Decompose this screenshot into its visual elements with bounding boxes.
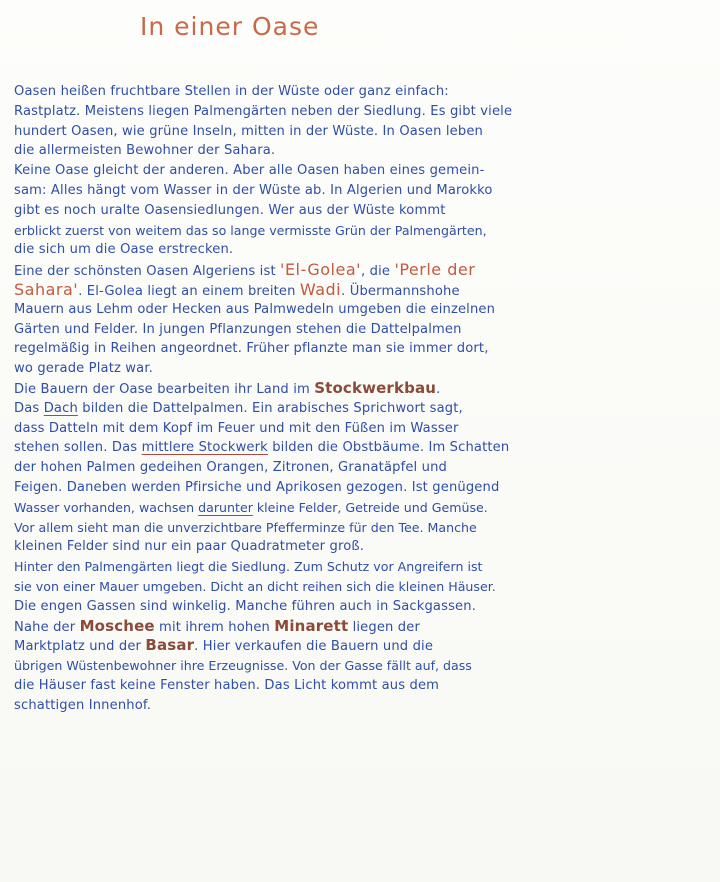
- text-line: [14, 339, 714, 359]
- highlighted-word: Stockwerkbau: [314, 378, 437, 397]
- text-line: [14, 141, 714, 161]
- highlighted-word: darunter: [198, 499, 253, 515]
- text-segment: sam: Alles hängt vom Wasser in der Wüste ab. In Algerien und Marokko: [14, 182, 493, 198]
- text-line: [14, 537, 714, 557]
- text-segment: bilden die Dattelpalmen. Ein arabisches Sprichwort sagt,: [77, 400, 463, 416]
- text-segment: Eine der schönsten Oasen Algeriens ist: [14, 264, 281, 280]
- highlighted-word: Minarett: [274, 616, 349, 635]
- highlighted-word: Dach: [43, 400, 78, 416]
- highlighted-word: Basar: [145, 636, 195, 655]
- text-line: [14, 597, 714, 617]
- text-line: [14, 518, 714, 538]
- text-segment: der hohen Palmen gedeihen Orangen, Zitronen, Granatäpfel und: [14, 460, 448, 476]
- text-segment: Marktplatz und der: [14, 639, 146, 655]
- text-segment: kleinen Felder sind nur ein paar Quadratmeter groß.: [14, 539, 365, 555]
- text-segment: übrigen Wüstenbewohner ihre Erzeugnisse. Von der Gasse fällt auf, dass: [14, 658, 472, 674]
- text-line: [14, 300, 714, 320]
- text-line: [14, 696, 714, 716]
- text-line: [14, 458, 714, 478]
- text-segment: Die Bauern der Oase bearbeiten ihr Land im: [14, 381, 315, 397]
- text-segment: hundert Oasen, wie grüne Inseln, mitten in der Wüste. In Oasen leben: [14, 123, 483, 139]
- text-line: [14, 676, 714, 696]
- text-line: [14, 577, 714, 597]
- text-line: [14, 399, 714, 419]
- text-line: [14, 280, 714, 300]
- text-line: [14, 102, 714, 122]
- text-segment: Hinter den Palmengärten liegt die Siedlung. Zum Schutz vor Angreifern ist: [14, 559, 483, 575]
- text-segment: , die: [361, 264, 395, 280]
- text-line: [14, 181, 714, 201]
- text-segment: kleine Felder, Getreide und Gemüse.: [252, 499, 488, 515]
- text-line: [14, 478, 714, 498]
- text-segment: gibt es noch uralte Oasensiedlungen. Wer aus der Wüste kommt: [14, 202, 446, 218]
- text-line: [14, 221, 714, 241]
- text-segment: Das: [14, 400, 44, 416]
- text-line: [14, 359, 714, 379]
- text-line: [14, 617, 714, 637]
- page-title: In einer Oase: [140, 12, 320, 41]
- text-line: [14, 557, 714, 577]
- text-segment: Die engen Gassen sind winkelig. Manche führen auch in Sackgassen.: [14, 598, 477, 614]
- text-segment: wo gerade Platz war.: [14, 361, 153, 377]
- handwritten-text-body: [14, 82, 714, 716]
- text-segment: Nahe der: [14, 619, 80, 635]
- text-line: [14, 438, 714, 458]
- text-segment: die allermeisten Bewohner der Sahara.: [14, 143, 276, 159]
- text-line: [14, 419, 714, 439]
- text-line: [14, 201, 714, 221]
- text-line: [14, 656, 714, 676]
- text-segment: Mauern aus Lehm oder Hecken aus Palmwedeln umgeben die einzelnen: [14, 301, 496, 317]
- text-segment: .: [436, 381, 441, 397]
- text-segment: mit ihrem hohen: [154, 619, 275, 635]
- highlighted-word: Wadi: [299, 279, 342, 299]
- text-segment: . Hier verkaufen die Bauern und die: [194, 639, 434, 655]
- text-segment: Vor allem sieht man die unverzichtbare Pfefferminze für den Tee. Manche: [14, 519, 477, 535]
- text-segment: bilden die Obstbäume. Im Schatten: [267, 440, 510, 456]
- text-segment: dass Datteln mit dem Kopf im Feuer und mit den Füßen im Wasser: [14, 420, 459, 436]
- text-line: [14, 636, 714, 656]
- text-line: [14, 82, 714, 102]
- text-segment: Keine Oase gleicht der anderen. Aber alle Oasen haben eines gemein-: [14, 163, 485, 179]
- highlighted-word: mittlere Stockwerk: [141, 440, 268, 456]
- text-segment: sie von einer Mauer umgeben. Dicht an dicht reihen sich die kleinen Häuser.: [14, 578, 496, 594]
- text-line: [14, 122, 714, 142]
- text-segment: . El-Golea liegt an einem breiten: [78, 283, 300, 299]
- text-segment: Wasser vorhanden, wachsen: [14, 499, 199, 515]
- text-segment: Gärten und Felder. In jungen Pflanzungen stehen die Dattelpalmen: [14, 321, 462, 337]
- text-line: [14, 320, 714, 340]
- highlighted-word: 'Perle der: [394, 260, 476, 280]
- text-segment: Oasen heißen fruchtbare Stellen in der Wüste oder ganz einfach:: [14, 84, 449, 99]
- text-segment: Rastplatz. Meistens liegen Palmengärten neben der Siedlung. Es gibt viele: [14, 103, 513, 119]
- highlighted-word: Moschee: [79, 616, 155, 635]
- text-segment: liegen der: [348, 619, 420, 635]
- text-segment: . Übermannshohe: [341, 283, 460, 299]
- text-segment: regelmäßig in Reihen angeordnet. Früher pflanzte man sie immer dort,: [14, 341, 489, 357]
- text-line: [14, 379, 714, 399]
- highlighted-word: 'El-Golea': [280, 260, 362, 280]
- text-line: [14, 161, 714, 181]
- text-line: [14, 498, 714, 518]
- text-segment: die sich um die Oase erstrecken.: [14, 242, 234, 258]
- text-segment: Feigen. Daneben werden Pfirsiche und Aprikosen gezogen. Ist genügend: [14, 479, 500, 495]
- text-segment: schattigen Innenhof.: [14, 697, 152, 713]
- text-line: [14, 260, 714, 280]
- text-segment: stehen sollen. Das: [14, 440, 142, 456]
- text-line: [14, 240, 714, 260]
- highlighted-word: Sahara': [14, 279, 79, 299]
- text-segment: erblickt zuerst von weitem das so lange vermisste Grün der Palmengärten,: [14, 222, 487, 238]
- text-segment: die Häuser fast keine Fenster haben. Das Licht kommt aus dem: [14, 677, 440, 693]
